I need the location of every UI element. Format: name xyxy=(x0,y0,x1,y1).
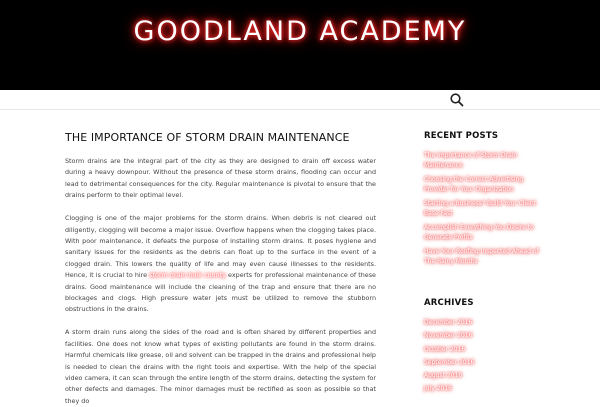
list-item xyxy=(424,175,544,195)
inline-link[interactable]: storm drain bulk county xyxy=(149,271,226,280)
recent-post-link[interactable]: Have Your Roofing Inspected Ahead of The Rainy Months xyxy=(424,248,539,265)
post-content xyxy=(65,156,376,405)
search-icon[interactable] xyxy=(449,92,465,108)
list-item xyxy=(424,358,474,371)
recent-post-link[interactable]: Accomplish Everything You Desire to Generate Profits xyxy=(424,224,534,241)
list-item xyxy=(424,371,474,384)
recent-post-link[interactable]: Starting a Business? Build Your Client Base Fast xyxy=(424,200,537,217)
post-paragraph: A storm drain runs along the sides of the road and is often shared by different properties and facilities. One does not know what types of existing pollutants are found in the storm drains. Harmful chemicals like grease, oil and solvent can be trapped in the drains and professional help is needed to clean the drains with the right tools and expertise. With the help of the special video camera, it can scan through the entire length of the storm drains, detecting the system for other defects and damages. The minor damages must be rectified as soon as possible so that they do xyxy=(65,328,376,405)
list-item xyxy=(424,199,544,219)
site-header xyxy=(0,0,600,90)
post-title: THE IMPORTANCE OF STORM DRAIN MAINTENANCE xyxy=(65,131,350,144)
archive-link[interactable]: August 2016 xyxy=(424,372,463,380)
archive-link[interactable]: December 2016 xyxy=(424,319,473,326)
recent-post-link[interactable]: Choosing the Correct Advertising Provider for Your Organization xyxy=(424,176,524,193)
list-item xyxy=(424,384,474,397)
list-item xyxy=(424,318,474,331)
post-paragraph: Storm drains are the integral part of the city as they are designed to drain off excess water during a heavy downpour. Without the presence of these storm drains, flooding can occur and lead to detrimental consequences for the city. Regular maintenance is pivotal to ensure that the drains perform to their optimal level. xyxy=(65,157,376,200)
archives-title: ARCHIVES xyxy=(424,298,474,308)
archive-link[interactable]: November 2016 xyxy=(424,332,473,340)
list-item xyxy=(424,331,474,344)
list-item xyxy=(424,151,544,171)
archive-link[interactable]: October 2016 xyxy=(424,345,466,353)
recent-post-link[interactable]: The Importance of Storm Drain Maintenance xyxy=(424,152,518,169)
site-title[interactable]: GOODLAND ACADEMY xyxy=(133,16,467,47)
recent-posts-title: RECENT POSTS xyxy=(424,131,499,141)
post-paragraph xyxy=(65,213,376,316)
search-bar xyxy=(0,90,600,110)
archive-link[interactable]: September 2016 xyxy=(424,358,475,366)
archives-list xyxy=(424,318,474,398)
list-item xyxy=(424,247,544,267)
post-text: Clogging is one of the major problems for the storm drains. When debris is not cleared out diligently, clogging will become a major issue. Overflow happens when the clogging takes place. With poor maintenance, it defeats the purpose of installing storm drains. It poses hygiene and sanitary issues for the residents as the debris can float up to the surface in the event of a clogged drain. This lowers the quality of life and may even cause illnesses to the residents. Hence, it is crucial to hire xyxy=(65,214,376,280)
list-item xyxy=(424,345,474,358)
archive-link[interactable]: July 2016 xyxy=(424,385,452,393)
sidebar xyxy=(424,131,544,271)
recent-posts-list xyxy=(424,151,544,267)
list-item xyxy=(424,223,544,243)
post-text: experts for professional maintenance of these drains. Good maintenance will include the cleaning of the trap and ensure that there are no blockages and clogs. High pressure water jets must be utilized to remove the stubborn obstructions in the drains. xyxy=(65,271,376,314)
